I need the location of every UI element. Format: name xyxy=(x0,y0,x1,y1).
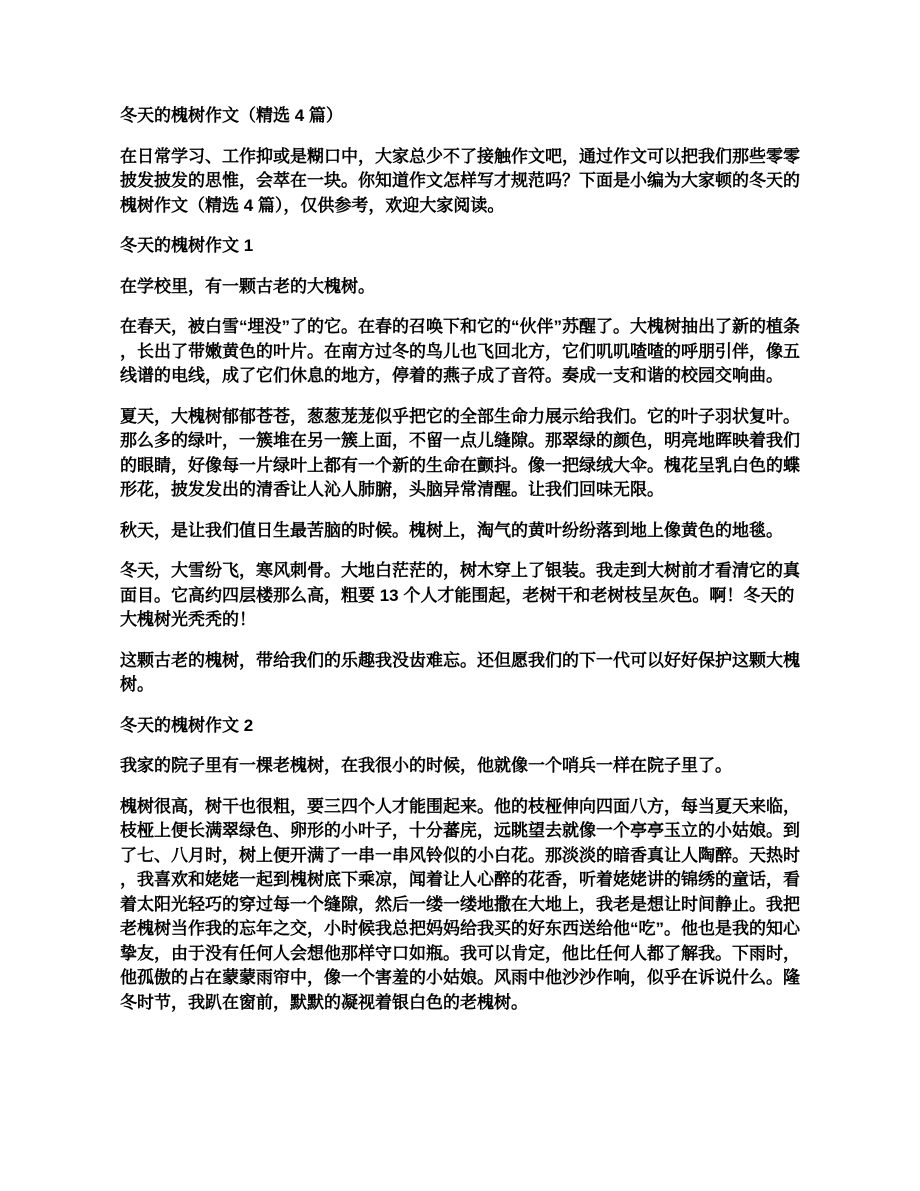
document-title: 冬天的槐树作文（精选 4 篇） xyxy=(120,106,343,125)
intro-paragraph: 在日常学习、工作抑或是糊口中，大家总少不了接触作文吧，通过作文可以把我们那些零零披发披发的思惟，会萃在一块。你知道作文怎样写才规范吗？下面是小编为大家顿的冬天的槐树作文（精选 4 篇），仅供参考，欢迎大家阅读。 xyxy=(120,146,800,215)
section-heading-essay-2: 冬天的槐树作文 2 xyxy=(120,715,254,735)
paragraph: 冬天，大雪纷飞，寒风刺骨。大地白茫茫的，树木穿上了银装。我走到大树前才看清它的真面目。它高约四层楼那么高，粗要 13 个人才能围起，老树干和老树枝呈灰色。啊！冬天的大槐树光秃秃的！ xyxy=(120,561,800,629)
section-heading-essay-1: 冬天的槐树作文 1 xyxy=(120,236,254,255)
paragraph: 夏天，大槐树郁郁苍苍，葱葱茏茏似乎把它的全部生命力展示给我们。它的叶子羽状复叶。那么多的绿叶，一簇堆在另一簇上面，不留一点儿缝隙。那翠绿的颜色，明亮地晖映着我们的眼睛，好像每一片绿叶上都有一个新的生命在颤抖。像一把绿绒大伞。槐花呈乳白色的蝶形花，披发发出的清香让人沁人肺腑，头脑异常清醒。让我们回味无限。 xyxy=(120,406,800,499)
paragraph: 槐树很高，树干也很粗，要三四个人才能围起来。他的枝桠伸向四面八方，每当夏天来临，枝桠上便长满翠绿色、卵形的小叶子，十分蕃庑，远眺望去就像一个亭亭玉立的小姑娘。到了七、八月时，树上便开满了一串一串风铃似的小白花。那淡淡的暗香真让人陶醉。天热时，我喜欢和姥姥一起到槐树底下乘凉，闻着让人心醉的花香，听着姥姥讲的锦绣的童话，看着太阳光轻巧的穿过每一个缝隙，然后一缕一缕地撒在大地上，我老是想让时间静止。我把老槐树当作我的忘年之交，小时候我总把妈妈给我买的好东西送给他“吃”。他也是我的知心挚友，由于没有任何人会想他那样守口如瓶。我可以肯定，他比任何人都了解我。下雨时，他孤傲的占在蒙蒙雨帘中，像一个害羞的小姑娘。风雨中他沙沙作响，似乎在诉说什么。隆冬时节，我趴在窗前，默默的凝视着银白色的老槐树。 xyxy=(120,796,800,1012)
paragraph: 我家的院子里有一棵老槐树，在我很小的时候，他就像一个哨兵一样在院子里了。 xyxy=(120,756,732,775)
paragraph: 在学校里，有一颗古老的大槐树。 xyxy=(120,276,375,296)
paragraph: 秋天，是让我们值日生最苦脑的时候。槐树上，淘气的黄叶纷纷落到地上像黄色的地毯。 xyxy=(120,520,783,540)
paragraph: 在春天，被白雪“埋没”了的它。在春的召唤下和它的“伙伴”苏醒了。大槐树抽出了新的植条，长出了带嫩黄色的叶片。在南方过冬的鸟儿也飞回北方，它们叽叽喳喳的呼朋引伴，像五线谱的电线，成了它们休息的地方，停着的燕子成了音符。奏成一支和谐的校园交响曲。 xyxy=(120,317,800,385)
paragraph: 这颗古老的槐树，带给我们的乐趣我没齿难忘。还但愿我们的下一代可以好好保护这颗大槐树。 xyxy=(120,650,800,694)
